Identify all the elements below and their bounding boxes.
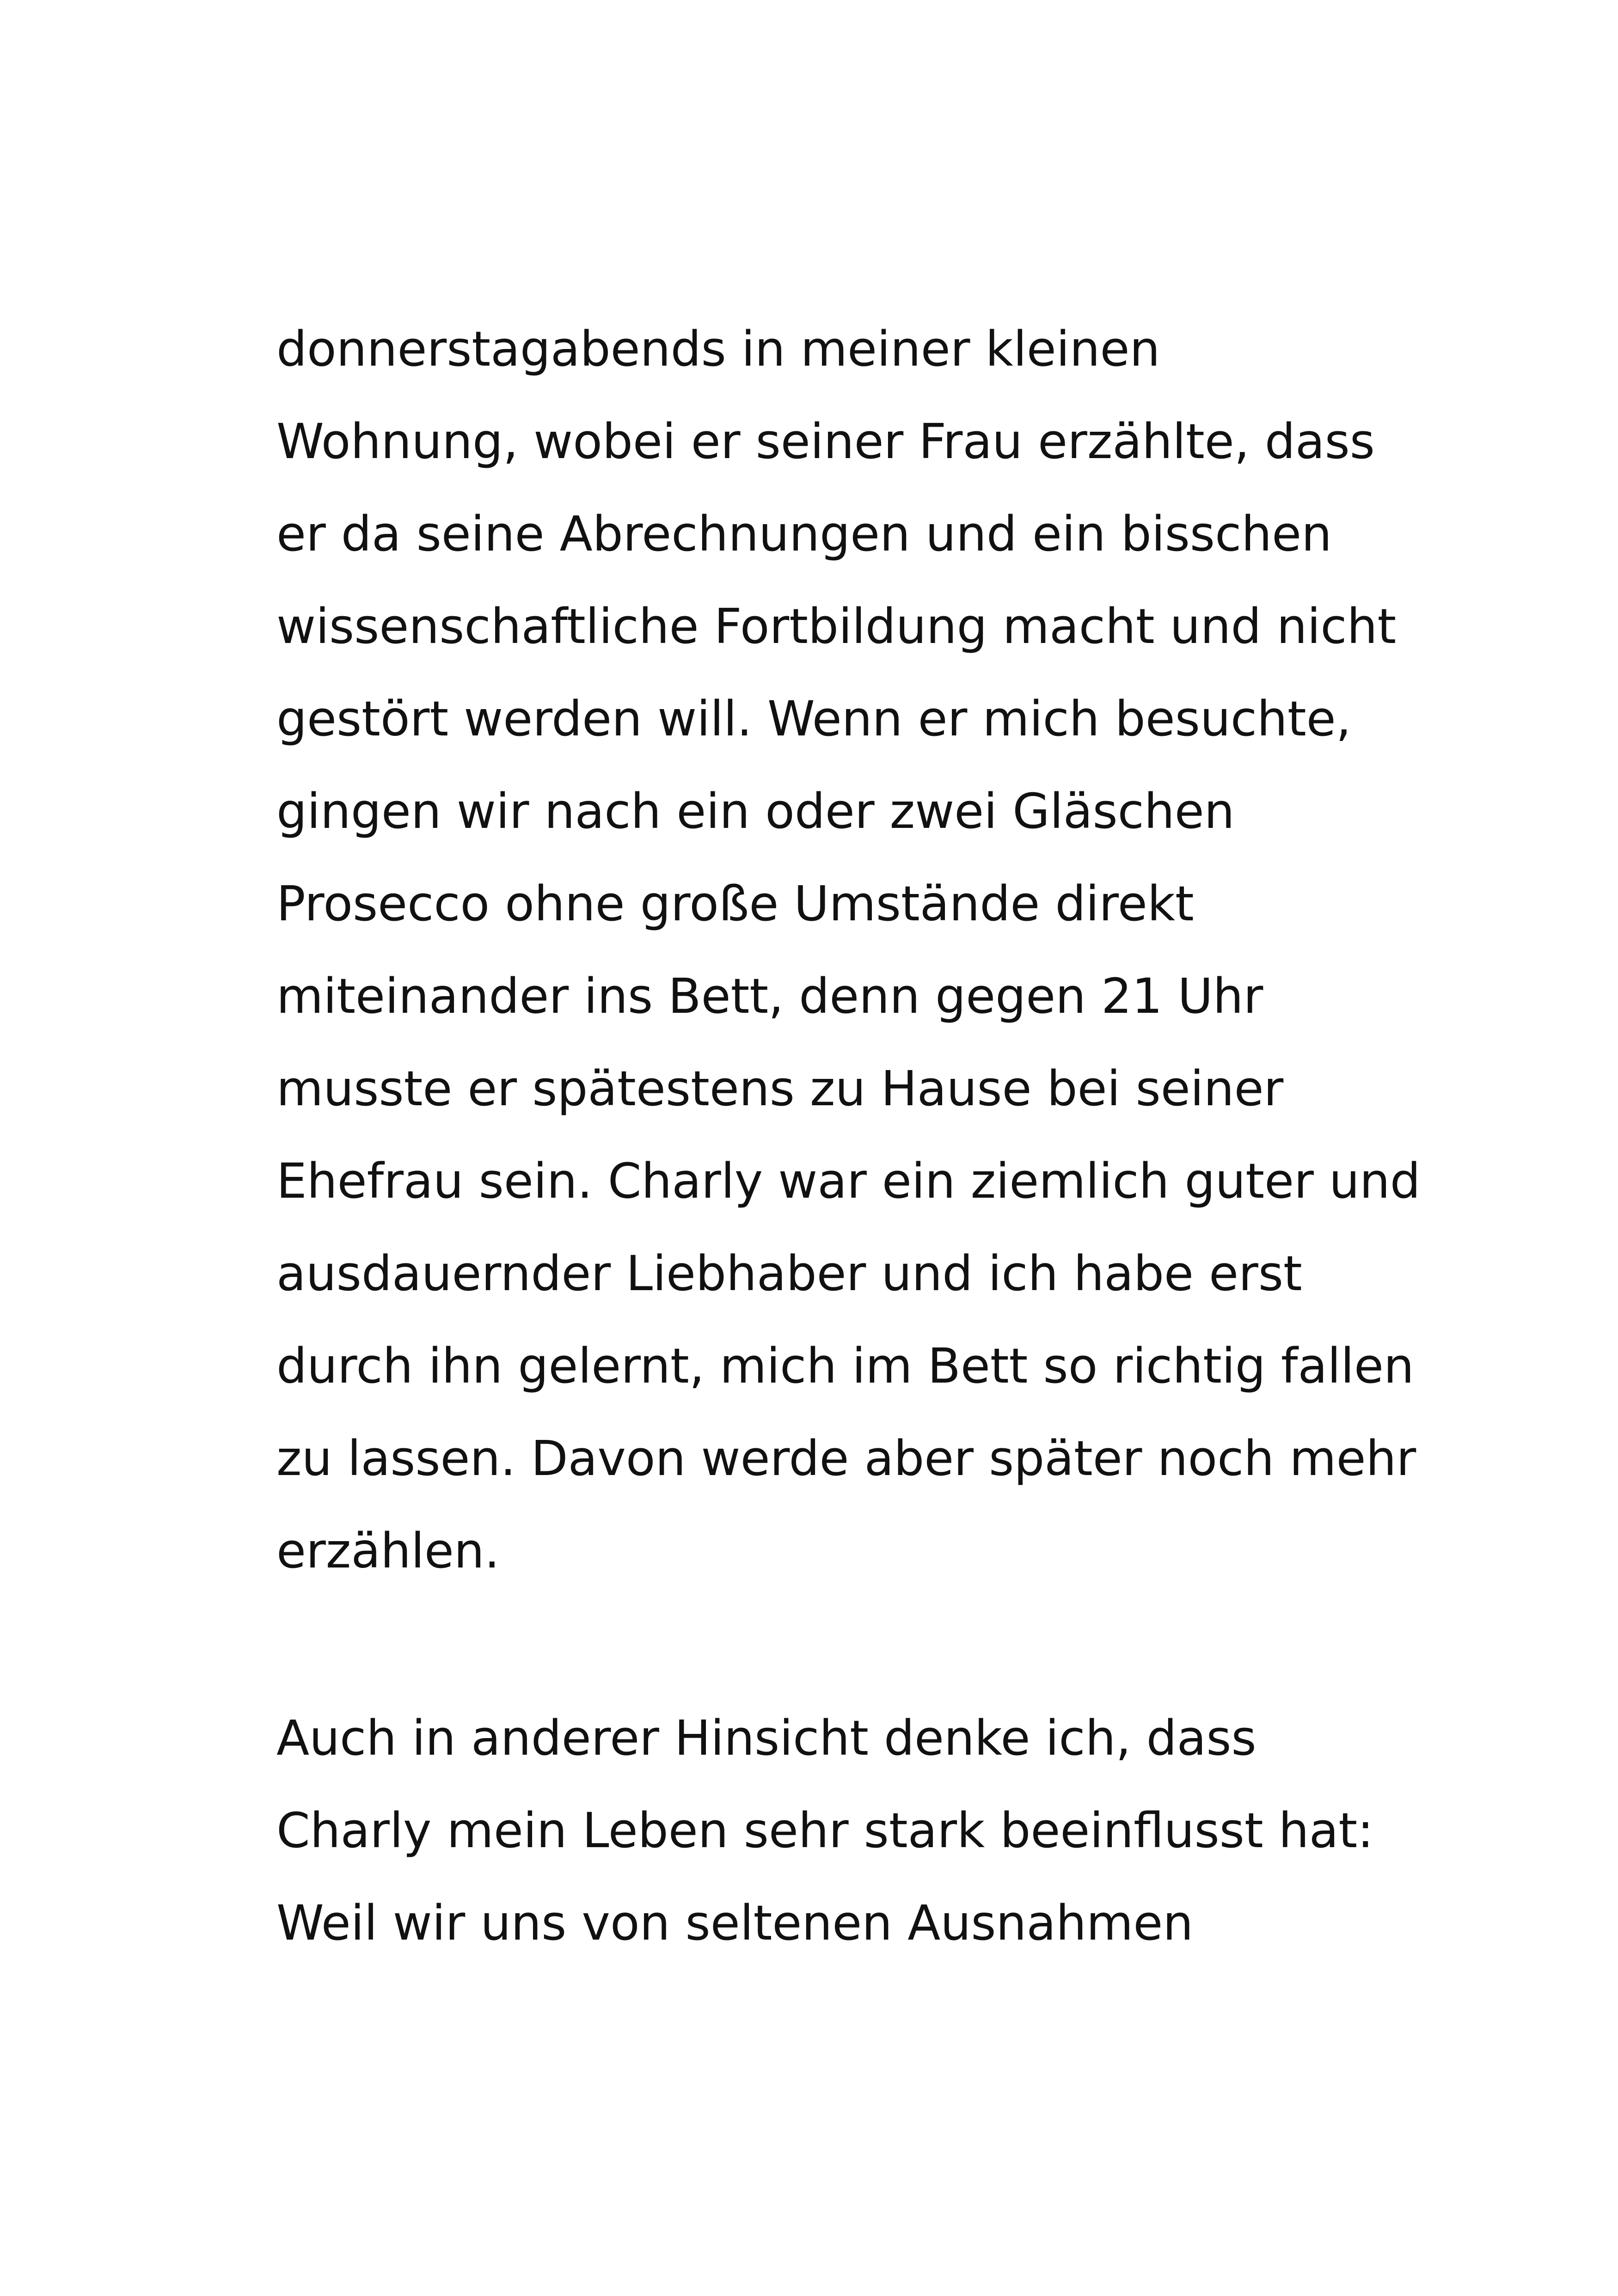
text-line: zu lassen. Davon werde aber später noch mehr: [276, 1430, 1416, 1487]
text-line: erzählen.: [276, 1523, 500, 1579]
text-line: wissenschaftliche Fortbildung macht und nicht: [276, 598, 1397, 655]
text-line: Auch in anderer Hinsicht denke ich, dass: [276, 1710, 1256, 1766]
text-line: miteinander ins Bett, denn gegen 21 Uhr: [276, 968, 1263, 1024]
text-line: durch ihn gelernt, mich im Bett so richtig fallen: [276, 1338, 1414, 1394]
text-line: er da seine Abrechnungen und ein bisschen: [276, 506, 1332, 562]
text-line: Prosecco ohne große Umstände direkt: [276, 876, 1194, 932]
text-line: donnerstagabends in meiner kleinen: [276, 321, 1160, 377]
text-line: Charly mein Leben sehr stark beeinflusst hat:: [276, 1802, 1374, 1859]
text-line: musste er spätestens zu Hause bei seiner: [276, 1060, 1284, 1117]
text-line: Wohnung, wobei er seiner Frau erzählte, dass: [276, 413, 1375, 470]
text-line: ausdauernder Liebhaber und ich habe erst: [276, 1245, 1302, 1302]
text-line: gingen wir nach ein oder zwei Gläschen: [276, 783, 1235, 839]
text-line: gestört werden will. Wenn er mich besuchte,: [276, 691, 1351, 747]
text-line: Weil wir uns von seltenen Ausnahmen: [276, 1895, 1194, 1951]
text-line: Ehefrau sein. Charly war ein ziemlich guter und: [276, 1153, 1421, 1209]
